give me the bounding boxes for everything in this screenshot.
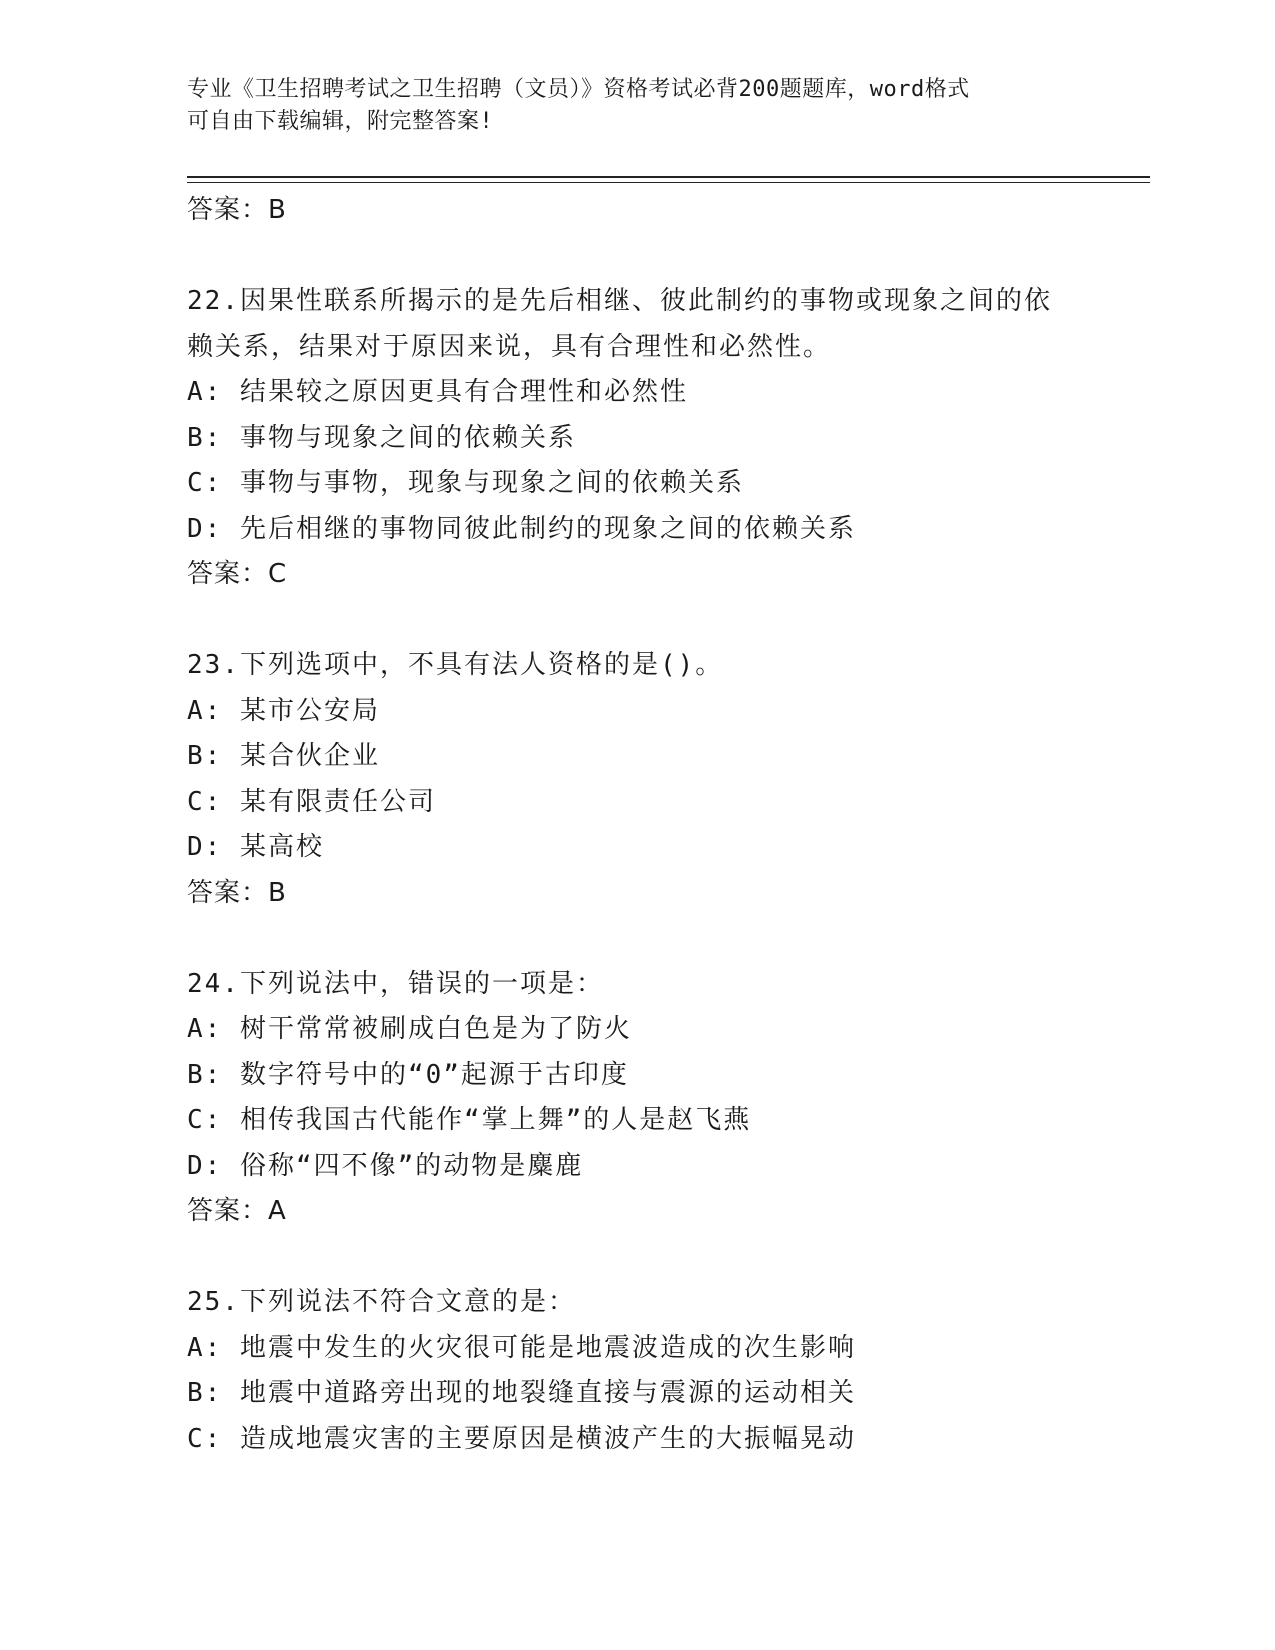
spacer — [187, 598, 1087, 644]
spacer — [187, 234, 1087, 280]
header-line-2: 可自由下载编辑，附完整答案! — [187, 109, 494, 134]
option-b: B: 事物与现象之间的依赖关系 — [187, 422, 576, 453]
option-c: C: 造成地震灾害的主要原因是横波产生的大振幅晃动 — [187, 1423, 856, 1454]
option-b: B: 数字符号中的“0”起源于古印度 — [187, 1059, 629, 1090]
header-line-1: 专业《卫生招聘考试之卫生招聘（文员）》资格考试必背200题题库，word格式 — [187, 77, 970, 102]
question-25 — [187, 1280, 1087, 1462]
question-22 — [187, 279, 1087, 598]
question-stem-line: 23.下列选项中，不具有法人资格的是()。 — [187, 650, 724, 680]
question-stem-line: 25.下列说法不符合文意的是： — [187, 1287, 576, 1317]
spacer — [187, 916, 1087, 962]
header-rule-thin — [187, 182, 1150, 183]
option-a: A: 某市公安局 — [187, 695, 380, 726]
option-b: B: 地震中道路旁出现的地裂缝直接与震源的运动相关 — [187, 1378, 856, 1408]
option-d: D: 俗称“四不像”的动物是麋鹿 — [187, 1150, 584, 1181]
question-list — [187, 188, 1087, 1462]
option-d: D: 某高校 — [187, 832, 324, 862]
option-c: C: 事物与事物，现象与现象之间的依赖关系 — [187, 468, 744, 498]
answer: 答案：C — [187, 559, 288, 589]
option-c: C: 某有限责任公司 — [187, 786, 436, 817]
document-header — [187, 74, 1067, 138]
option-a: A: 地震中发生的火灾很可能是地震波造成的次生影响 — [187, 1332, 856, 1363]
question-24 — [187, 962, 1087, 1235]
option-a: A: 结果较之原因更具有合理性和必然性 — [187, 377, 688, 407]
question-stem-line: 22.因果性联系所揭示的是先后相继、彼此制约的事物或现象之间的依 — [187, 286, 1052, 316]
answer: 答案：A — [187, 1196, 287, 1226]
previous-answer: 答案：B — [187, 195, 287, 225]
option-a: A: 树干常常被刷成白色是为了防火 — [187, 1014, 632, 1044]
question-23 — [187, 643, 1087, 916]
header-rule-thick — [187, 176, 1150, 178]
question-stem-line: 24.下列说法中，错误的一项是： — [187, 968, 604, 999]
spacer — [187, 1235, 1087, 1281]
option-c: C: 相传我国古代能作“掌上舞”的人是赵飞燕 — [187, 1105, 752, 1135]
option-d: D: 先后相继的事物同彼此制约的现象之间的依赖关系 — [187, 513, 856, 544]
option-b: B: 某合伙企业 — [187, 741, 380, 771]
question-stem-line: 赖关系，结果对于原因来说，具有合理性和必然性。 — [187, 331, 832, 362]
answer: 答案：B — [187, 877, 287, 908]
